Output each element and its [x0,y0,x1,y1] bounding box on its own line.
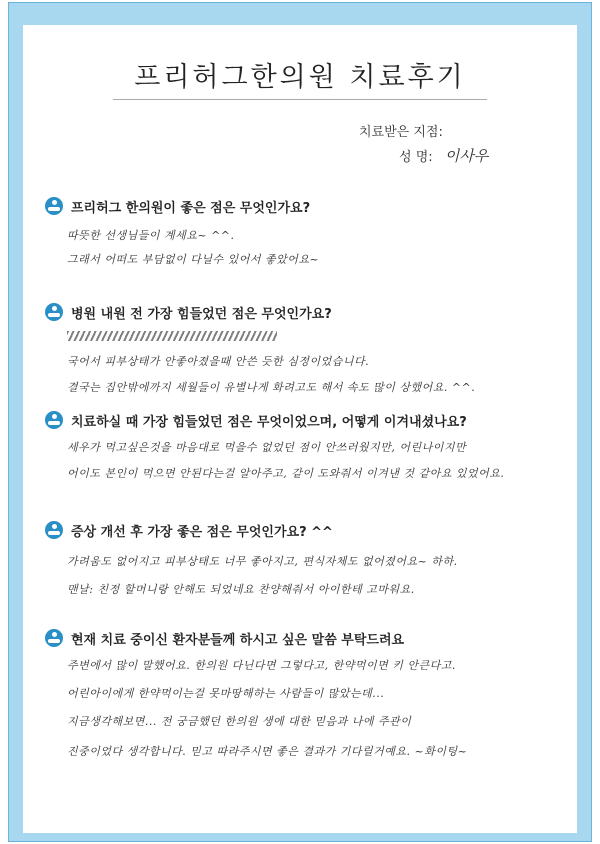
question-4 [45,521,565,545]
answer-line: 맨날: 친정 할머니랑 안해도 되었네요 찬양해줘서 아이한테 고마워요. [67,583,415,596]
answer-line: 국어서 피부상태가 안좋아졌을때 안쓴 듯한 심정이었습니다. [67,355,370,368]
answer-line: 가려움도 없어지고 피부상태도 너무 좋아지고, 편식자체도 없어졌어요~ 하하. [67,555,458,568]
hug-logo-icon [45,521,63,539]
question-2-text: 병원 내원 전 가장 힘들었던 점은 무엇인가요? [71,307,332,322]
hug-logo-icon [45,629,63,647]
document-title: 프리허그한의원 치료후기 [134,62,466,93]
question-1-text: 프리허그 한의원이 좋은 점은 무엇인가요? [71,201,311,216]
question-1 [45,197,565,221]
strikethrough-scribble [67,331,277,341]
question-4-text: 증상 개선 후 가장 좋은 점은 무엇인가요? ^^ [71,525,333,540]
answer-line: 따뜻한 선생님들이 계세요~ ^^. [67,229,235,242]
answer-line: 결국는 집안밖에까지 세월들이 유별나게 화려고도 해서 속도 많이 상했어요. ^^. [67,381,476,394]
hug-logo-icon [45,303,63,321]
name-field [399,145,488,166]
document-paper [23,25,577,833]
answer-line: 세우가 먹고싶은것을 마음대로 먹을수 없었던 점이 안쓰러웠지만, 어린나이지만 [67,441,467,454]
answer-line: 진중이었다 생각합니다. 믿고 따라주시면 좋은 결과가 기다릴거예요. ~화이팅~ [67,745,468,758]
question-5 [45,629,565,653]
answer-line: 지금생각해보면... 전 궁금했던 한의원 생에 대한 믿음과 나에 주관이 [67,715,412,728]
hug-logo-icon [45,411,63,429]
branch-label: 치료받은 지점: [359,125,443,140]
title-underline [113,99,487,100]
question-5-text: 현재 치료 중이신 환자분들께 하시고 싶은 말씀 부탁드려요 [71,633,405,648]
name-label: 성 명: [399,150,433,165]
answer-line: 어린아이에게 한약먹이는걸 못마땅해하는 사람들이 많았는데... [67,687,385,700]
answer-line: 주변에서 많이 말했어요. 한의원 다닌다면 그렇다고, 한약먹이면 키 안큰다고. [67,659,456,672]
answer-line: 그래서 어떠도 부담없이 다닐수 있어서 좋았어요~ [67,253,320,266]
struck-out-answer-line [67,329,573,342]
branch-field [359,121,455,140]
question-3 [45,411,565,435]
document-border [8,2,592,842]
question-3-text: 치료하실 때 가장 힘들었던 점은 무엇이었으며, 어떻게 이겨내셨나요? [71,415,467,430]
hug-logo-icon [45,197,63,215]
answer-line: 어이도 본인이 먹으면 안된다는걸 알아주고, 같이 도와줘서 이겨낸 것 같아요 있었어요. [67,467,505,480]
name-value: 이사우 [444,147,489,165]
question-2 [45,303,565,327]
